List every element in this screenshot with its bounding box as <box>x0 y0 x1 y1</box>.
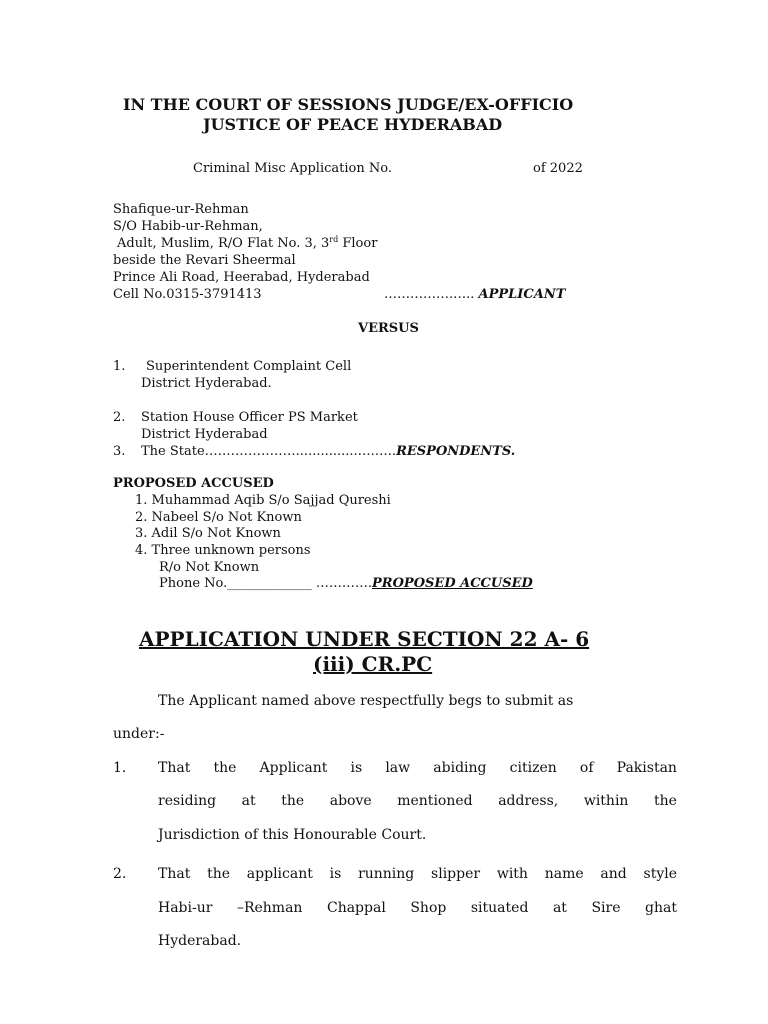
applicant-role-line: …………….….. APPLICANT <box>384 287 566 302</box>
para-2-line1: That the applicant is running slipper with name and style <box>158 866 677 882</box>
para-1-num: 1. <box>113 760 127 776</box>
accused-item-4: 4. Three unknown persons <box>135 543 311 558</box>
para-1-line3: Jurisdiction of this Honourable Court. <box>158 827 427 843</box>
applicant-address-line2: beside the Revari Sheermal <box>113 253 296 268</box>
accused-residence: R/o Not Known <box>159 560 260 575</box>
applicant-address-line3: Prince Ali Road, Heerabad, Hyderabad <box>113 270 370 285</box>
accused-phone-line: Phone No._____________ ………….PROPOSED ACCUSED <box>159 576 533 591</box>
application-year: of 2022 <box>533 161 583 176</box>
application-title-line2: (iii) CR.PC <box>313 652 433 676</box>
respondent-3-line: The State…………………...............….…..RESPONDENTS. <box>141 444 516 459</box>
respondent-1-line2: District Hyderabad. <box>141 376 272 391</box>
respondent-2-line1: Station House Officer PS Market <box>141 410 358 425</box>
accused-item-2: 2. Nabeel S/o Not Known <box>135 510 302 525</box>
applicant-cell: Cell No.0315-3791413 <box>113 287 262 302</box>
application-title-line1: APPLICATION UNDER SECTION 22 A- 6 <box>139 627 590 651</box>
applicant-address-line1: Adult, Muslim, R/O Flat No. 3, 3rd Floor <box>117 235 378 251</box>
application-no-label: Criminal Misc Application No. <box>193 161 392 176</box>
intro-line2: under:- <box>113 726 165 742</box>
respondents-role: RESPONDENTS. <box>396 444 516 459</box>
respondent-1-num: 1. <box>113 359 126 374</box>
proposed-accused-role: PROPOSED ACCUSED <box>372 576 533 591</box>
court-header-line2: JUSTICE OF PEACE HYDERABAD <box>203 115 503 134</box>
accused-item-1: 1. Muhammad Aqib S/o Sajjad Qureshi <box>135 493 391 508</box>
para-2-line2: Habi-ur –Rehman Chappal Shop situated at Sire ghat <box>158 900 677 916</box>
proposed-accused-heading: PROPOSED ACCUSED <box>113 476 274 491</box>
para-1-line1: That the Applicant is law abiding citizen of Pakistan <box>158 760 677 776</box>
para-2-num: 2. <box>113 866 127 882</box>
applicant-name: Shafique-ur-Rehman <box>113 202 249 217</box>
applicant-role: APPLICANT <box>478 287 566 302</box>
accused-item-3: 3. Adil S/o Not Known <box>135 526 281 541</box>
respondent-3-num: 3. <box>113 444 126 459</box>
intro-line1: The Applicant named above respectfully begs to submit as <box>158 693 574 709</box>
respondent-2-num: 2. <box>113 410 126 425</box>
applicant-parent: S/O Habib-ur-Rehman, <box>113 219 263 234</box>
court-header-line1: IN THE COURT OF SESSIONS JUDGE/EX-OFFICIO <box>123 95 574 114</box>
respondent-2-line2: District Hyderabad <box>141 427 268 442</box>
respondent-1-line1: Superintendent Complaint Cell <box>146 359 352 374</box>
versus-label: VERSUS <box>358 321 419 336</box>
para-1-line2: residing at the above mentioned address, within the <box>158 793 677 809</box>
para-2-line3: Hyderabad. <box>158 933 242 949</box>
